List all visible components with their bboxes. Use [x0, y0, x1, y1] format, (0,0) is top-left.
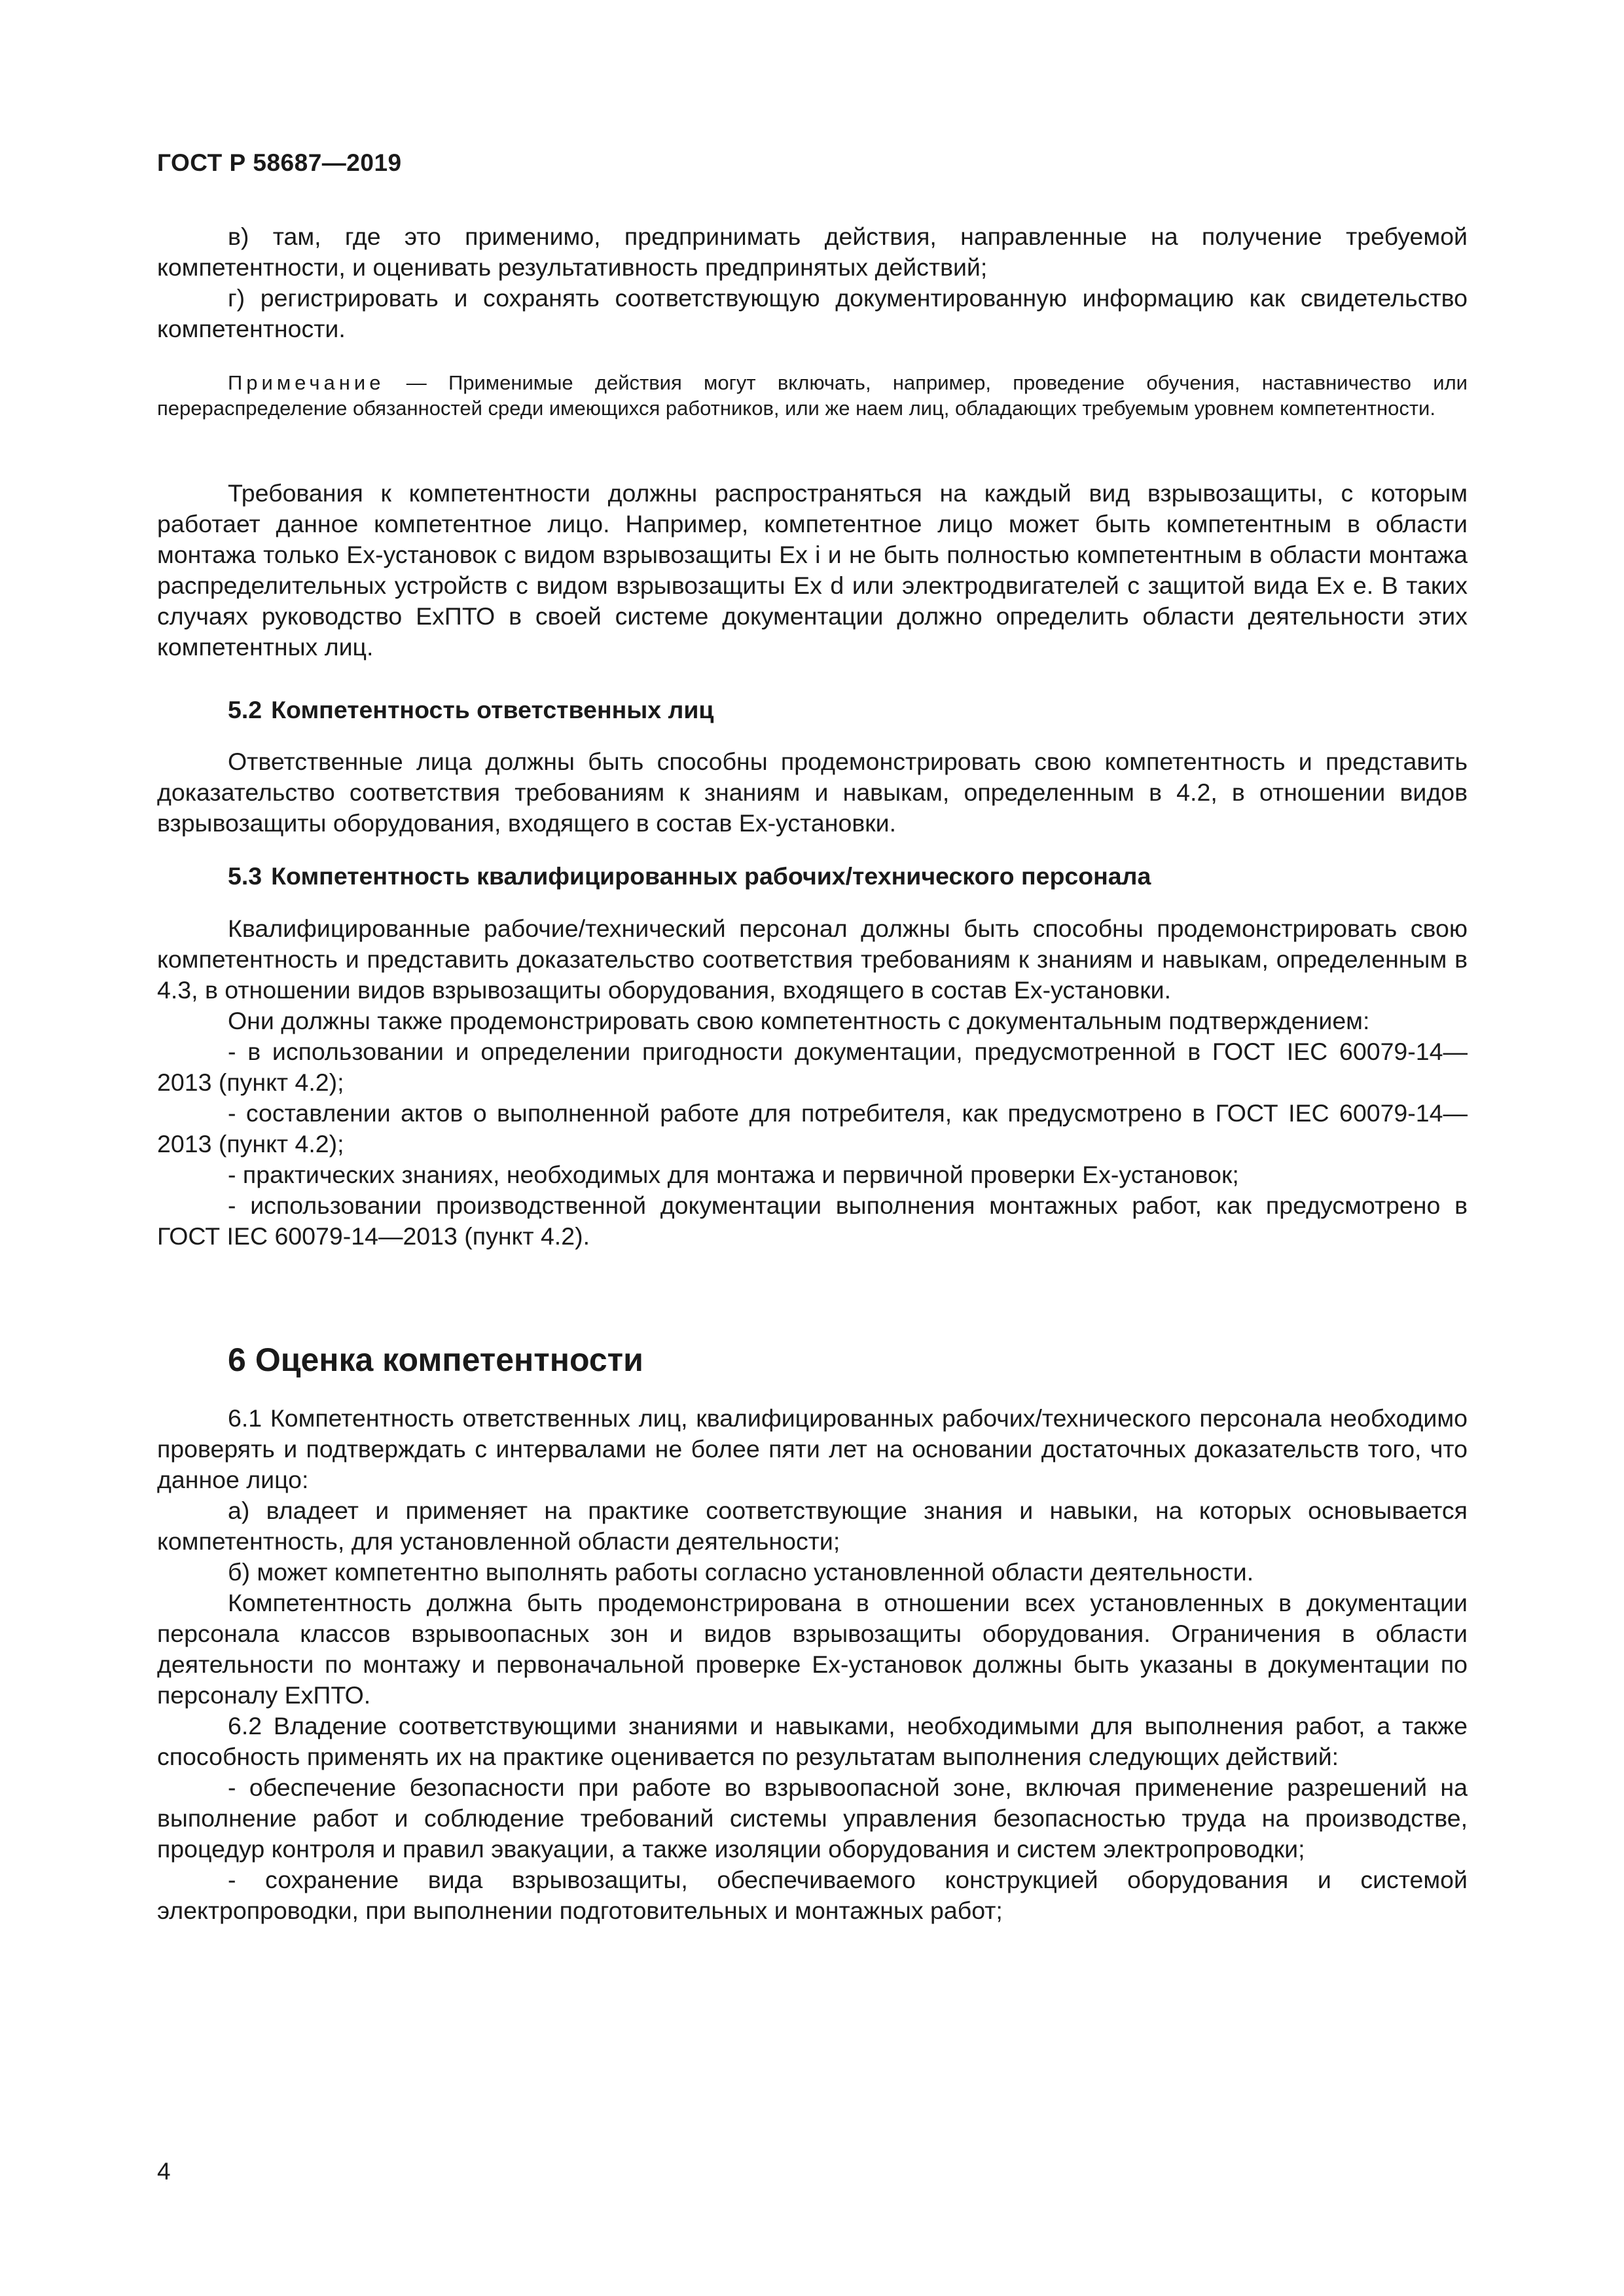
- section-number: 5.2: [228, 696, 262, 723]
- section-5-3-body: [157, 913, 1468, 1252]
- section-heading-5-2: [157, 695, 1468, 725]
- list-item: - практических знаниях, необходимых для монтажа и первичной проверки Ex-установок;: [228, 1161, 1239, 1188]
- note-text: — Применимые действия могут включать, например, проведение обучения, наставничество или перераспределение обязанностей среди имеющихся работников, или же наем лиц, обладающих требуемым уровнем компетентности.: [157, 371, 1468, 420]
- clause-6-1: 6.1 Компетентность ответственных лиц, квалифицированных рабочих/технического персонала необходимо проверять и подтверждать с интервалами не более пяти лет на основании достаточных доказательств того, что данное лицо:: [157, 1404, 1468, 1493]
- section-6-body: [157, 1403, 1468, 1926]
- section-5-2-paragraph: Ответственные лица должны быть способны продемонстрировать свою компетентность и представить доказательство соответствия требованиям к знаниям и навыкам, определенным в 4.2, в отношении видов взрывозащиты оборудования, входящего в состав Ex-установки.: [157, 748, 1468, 837]
- competence-scope-paragraph-block: [157, 478, 1468, 663]
- competence-demonstration-paragraph: Компетентность должна быть продемонстрирована в отношении всех установленных в документации персонала классов взрывоопасных зон и видов взрывозащиты оборудования. Ограничения в области деятельности по монтажу и первоначальной проверке Ex-установок должны быть указаны в документации по персоналу ExПТО.: [157, 1589, 1468, 1709]
- clause-6-2: 6.2 Владение соответствующими знаниями и навыками, необходимыми для выполнения работ, а также способность применять их на практике оценивается по результатам выполнения следующих действий:: [157, 1712, 1468, 1770]
- section-5-2-body: [157, 746, 1468, 839]
- section-title: Компетентность квалифицированных рабочих/технического персонала: [271, 862, 1151, 890]
- section-title: Компетентность ответственных лиц: [271, 696, 714, 723]
- section-heading-5-3: [157, 861, 1468, 892]
- list-item: - в использовании и определении пригодности документации, предусмотренной в ГОСТ IEC 60079-14—2013 (пункт 4.2);: [157, 1038, 1468, 1096]
- section-heading-6: [157, 1340, 1468, 1379]
- section-title: Оценка компетентности: [255, 1341, 643, 1378]
- note-paragraph: [157, 370, 1468, 421]
- note-block: [157, 370, 1468, 421]
- list-item-v: в) там, где это применимо, предпринимать действия, направленные на получение требуемой компетентности, и оценивать результативность предпринятых действий;: [157, 223, 1468, 281]
- section-5-3: [157, 861, 1468, 892]
- note-label: Примечание: [228, 371, 385, 394]
- page-number: 4: [157, 2158, 171, 2185]
- section-5-3-paragraph-2: Они должны также продемонстрировать свою компетентность с документальным подтверждением:: [228, 1007, 1370, 1034]
- section-number: 6: [228, 1341, 246, 1378]
- list-item-b: б) может компетентно выполнять работы согласно установленной области деятельности.: [228, 1558, 1254, 1586]
- section-5-3-paragraph-1: Квалифицированные рабочие/технический персонал должны быть способны продемонстрировать свою компетентность и представить доказательство соответствия требованиям к знаниям и навыкам, определенным в 4.3, в отношении видов взрывозащиты оборудования, входящего в состав Ex-установки.: [157, 915, 1468, 1004]
- list-item-a: а) владеет и применяет на практике соответствующие знания и навыки, на которых основывается компетентность, для установленной области деятельности;: [157, 1497, 1468, 1555]
- section-6: [157, 1340, 1468, 1379]
- document-header: ГОСТ Р 58687—2019: [157, 149, 402, 176]
- list-continuation: [157, 221, 1468, 344]
- list-item-g: г) регистрировать и сохранять соответствующую документированную информацию как свидетельство компетентности.: [157, 284, 1468, 342]
- section-5-2: [157, 695, 1468, 725]
- competence-scope-paragraph: Требования к компетентности должны распространяться на каждый вид взрывозащиты, с которым работает данное компетентное лицо. Например, компетентное лицо может быть компетентным в области монтажа только Ex-установок с видом взрывозащиты Ex i и не быть полностью компетентным в области монтажа распределительных устройств с видом взрывозащиты Ex d или электродвигателей с защитой вида Ex e. В таких случаях руководство ExПТО в своей системе документации должно определить области деятельности этих компетентных лиц.: [157, 479, 1468, 661]
- list-item: - обеспечение безопасности при работе во взрывоопасной зоне, включая применение разрешений на выполнение работ и соблюдение требований системы управления безопасностью труда на производстве, процедур контроля и правил эвакуации, а также изоляции оборудования и систем электропроводки;: [157, 1774, 1468, 1863]
- list-item: - составлении актов о выполненной работе для потребителя, как предусмотрено в ГОСТ IEC 60079-14—2013 (пункт 4.2);: [157, 1099, 1468, 1157]
- list-item: - использовании производственной документации выполнения монтажных работ, как предусмотрено в ГОСТ IEC 60079-14—2013 (пункт 4.2).: [157, 1192, 1468, 1250]
- list-item: - сохранение вида взрывозащиты, обеспечиваемого конструкцией оборудования и системой электропроводки, при выполнении подготовительных и монтажных работ;: [157, 1866, 1468, 1924]
- section-number: 5.3: [228, 862, 262, 890]
